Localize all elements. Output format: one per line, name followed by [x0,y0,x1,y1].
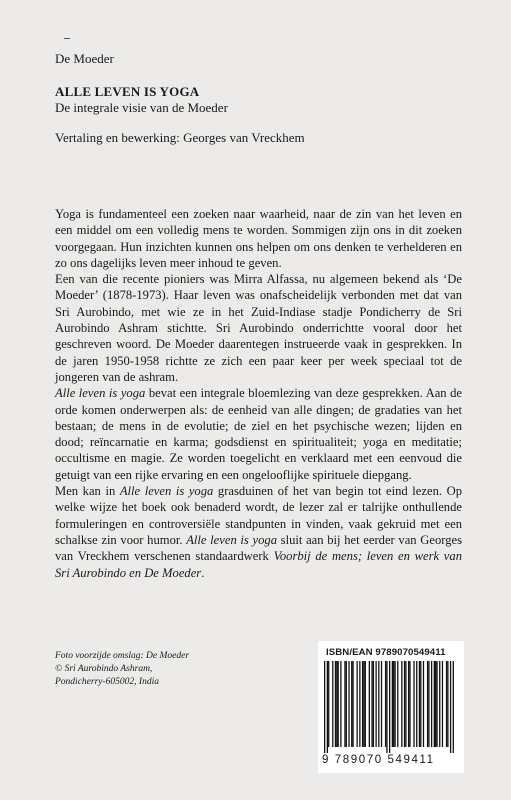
barcode-bar [386,661,387,753]
paragraph-2: Een van die recente pioniers was Mirra Alfassa, nu algemeen bekend als ‘De Moeder’ (1878-1973). Haar leven was onafscheidelijk verbonden met dat van Sri Aurobindo, met wie ze in het Zuid-Indiase stadje Pondicherry de Sri Aurobindo Ashram stichtte. Sri Aurobindo onderrichtte vooral door het geschreven woord. De Moeder daarentegen instrueerde vaak in gesprekken. In de jaren 1950-1958 richtte ze zich een paar keer per week speciaal tot de jongeren van de ashram. [55,272,462,384]
paragraph-3 [55,385,462,483]
book-title-italic: Alle leven is yoga [119,484,214,499]
barcode-bar [332,661,333,747]
barcode-bar [378,661,379,747]
barcode-bar [436,661,437,747]
barcode-bar [401,661,402,747]
barcode-bar [423,661,424,747]
translation-credit: Vertaling en bewerking: Georges van Vreckhem [55,130,305,145]
book-title-italic: Alle leven is yoga [55,386,146,401]
barcode-bar [348,661,349,747]
barcode-bar [428,661,429,747]
book-title-italic: Alle leven is yoga [186,532,277,547]
barcode-bar [328,661,329,747]
barcode-bar [338,661,339,747]
barcode-bar [336,661,337,747]
barcode-bar [450,661,451,753]
book-subtitle: De integrale visie van de Moeder [55,100,228,115]
paragraph-4-text-b: grasduinen of het van begin tot eind lezen. Op welke wijze het boek ook benaderd wordt, de lezer zal er talrijke onthullende formuleringen en controversiële standpunten in vinden, vaak gekruid met een schalkse zin voor humor. [55,484,462,547]
paragraph-1: Yoga is fundamenteel een zoeken naar waarheid, naar de zin van het leven en een middel om een volledig mens te worden. Sommigen zijn ons in dit zoeken voorgegaan. Hun inzichten kunnen ons helpen om ons denken te verhelderen en zo ons dagelijks leven meer inhoud te geven. [55,207,462,270]
barcode-bar [439,661,440,747]
barcode-bar [344,661,345,747]
barcode-bar [408,661,409,747]
barcode-bar [389,661,390,753]
barcode-bar [357,661,358,747]
barcode-bar [369,661,370,747]
barcode-bar [352,661,353,747]
barcode-bar [427,661,428,747]
decorative-mark [64,38,70,39]
barcode-bar [362,661,363,747]
barcode-box [318,641,464,773]
barcode-bar [434,661,435,747]
barcode-bar [435,661,436,747]
barcode-bar [324,661,325,753]
barcode-bar [405,661,406,747]
credit-line: Pondicherry-605002, India [55,677,159,687]
barcode-bar [404,661,405,747]
barcode-bar [394,661,395,747]
photo-credits [55,650,189,689]
paragraph-4-text-c: sluit aan bij het eerder van Georges van Vreckhem verschenen standaardwerk [55,532,463,564]
barcode-bar [393,661,394,747]
barcode-bar [447,661,448,747]
barcode-bar [397,661,398,747]
paragraph-4-end: . [201,565,205,580]
barcode-bar [371,661,372,747]
referenced-work-title: Voorbij de mens; leven en werk van Sri Aurobindo en De Moeder [55,549,462,580]
isbn-label: ISBN/EAN 9789070549411 [326,647,446,658]
barcode-bar [351,661,352,747]
paragraph-3-text: bevat een integrale bloemlezing van deze gesprekken. Aan de orde komen onderwerpen als: de eenheid van alle dingen; de gradaties van het bestaan; de mens in de evolutie; de ziel en het psychische wezen; lijden en dood; reïncarnatie en karma; godsdienst en spiritualiteit; yoga en meditatie; occultisme en magie. Ze worden toegelicht en verklaard met een eenvoud die getuigt van een rijke ervaring en een ongelooflijke spirituele diepgang. [55,386,463,482]
barcode-bars [324,661,454,753]
barcode-bar [359,661,360,747]
credit-line: © Sri Aurobindo Ashram, [55,664,153,674]
barcode-bar [346,661,347,747]
barcode-bar [375,661,376,747]
barcode-bar [385,661,386,747]
barcode-bar [420,661,421,747]
book-title: ALLE LEVEN IS YOGA [55,84,200,99]
paragraph-4 [55,483,462,581]
barcode-bar [419,661,420,747]
barcode-bar [373,661,374,747]
barcode-bar [453,661,454,753]
barcode-bar [327,661,328,753]
paragraph-4-text-a: Men kan in [55,484,120,499]
blurb-text [55,206,462,581]
barcode-bar [365,661,366,747]
barcode-digits: 9 789070 549411 [322,754,435,766]
barcode-bar [442,661,443,747]
barcode-bar [413,661,414,747]
barcode-bar [381,661,382,747]
barcode-bar [340,661,341,747]
barcode-bar [335,661,336,747]
credit-line: Foto voorzijde omslag: De Moeder [55,651,190,661]
barcode-bar [431,661,432,747]
barcode-bar [409,661,410,747]
author-name: De Moeder [55,51,114,66]
barcode-bar [416,661,417,747]
barcode-bar [363,661,364,747]
barcode-bar [446,661,447,747]
barcode-bar [392,661,393,747]
